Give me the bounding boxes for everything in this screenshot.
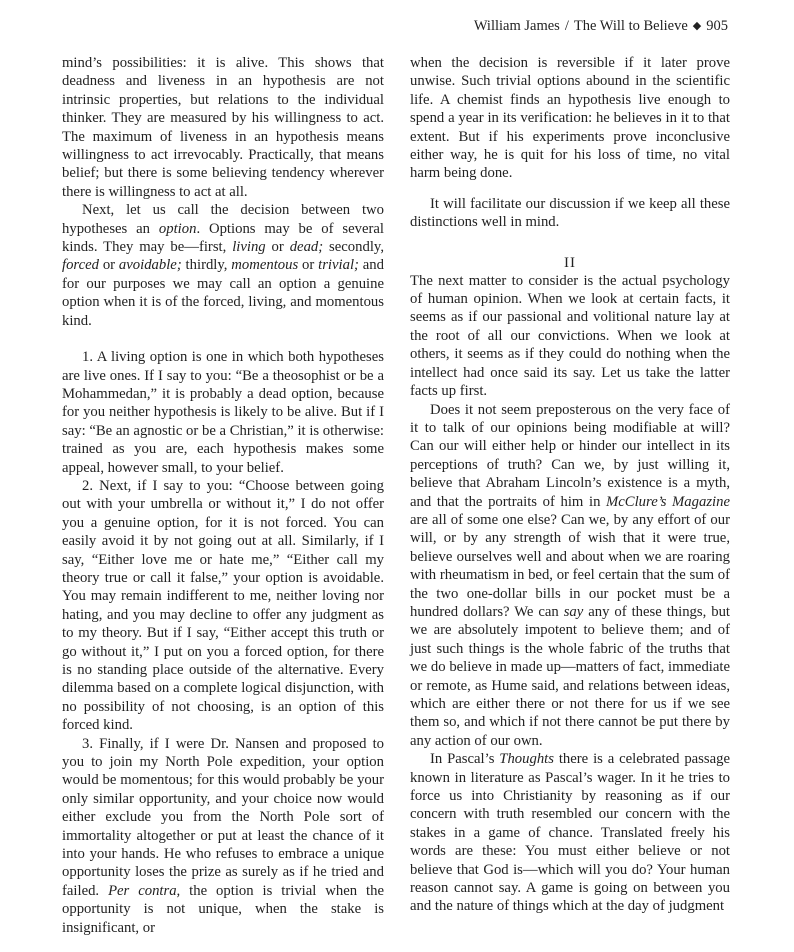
paragraph-momentous-option: 3. Finally, if I were Dr. Nansen and proposed to you to join my North Pole expedition, your option would be momentous; for this would probably be your only similar opportunity, and your choice now would either exclude you from the North Pole sort of immortality altogether or put at least the chance of it into your hands. He who refuses to embrace a unique opportunity loses the prize as surely as if he tried and failed. Per contra, the option is trivial when the opportunity is not unique, when the stake is insignificant, or <box>62 735 384 936</box>
paragraph-liveness: mind’s possibilities: it is alive. This shows that deadness and liveness in an hypothesis are not intrinsic properties, but relations to the individual thinker. They are measured by his willingness to act. The maximum of liveness in an hypothesis means willingness to act irrevocably. Practically, that means belief; but there is some believing tendency wherever there is willingness to act at all. <box>62 55 384 200</box>
section-heading: II <box>564 254 576 271</box>
paragraph-psychology: The next matter to consider is the actual psychology of human opinion. When we look at certain facts, it seems as if our passional and volitional nature lay at the root of all our convictions. When we look at others, it seems as if they could do nothing when the intellect had once said its say. Let us take the latter facts up first. <box>410 272 730 400</box>
paragraph-pascal: In Pascal’s Thoughts there is a celebrated passage known in literature as Pascal’s wager. In it he tries to force us into Christianity by reasoning as if our concern with truth resembled our concern with the stakes in a game of chance. Translated freely his words are these: You must either believe or not believe that God is—which will you do? Your human reason cannot say. A game is going on between you and the nature of things which at the day of judgment <box>410 751 730 915</box>
diamond-ornament-icon: ◆ <box>692 20 702 32</box>
page-number: 905 <box>706 18 728 34</box>
paragraph-will: Does it not seem preposterous on the very face of it to talk of our opinions being modifiable at will? Can our will either help or hinder our intellect in its perceptions of truth? Can we, by just willing it, believe that Abraham Lincoln’s existence is a myth, and that the portraits of him in McClure’s Magazine are all of some one else? Can we, by any effort of our will, or by any strength of wish that it were true, believe ourselves well and about when we are roaring with rheumatism in bed, or feel certain that the sum of the two one-dollar bills in our pocket must be a hundred dollars? We can say any of these things, but we are absolutely impotent to believe them; and of just such things is the whole fabric of the truths that we do believe in made up—matters of fact, immediate or remote, as Hume said, and relations between ideas, which are either there or not there for us if we see them so, and which if not there cannot be put there by any action of our own. <box>410 401 730 749</box>
header-separator: / <box>564 18 569 34</box>
left-column <box>62 54 384 937</box>
paragraph-trivial-option: when the decision is reversible if it later prove unwise. Such trivial options abound in the scientific life. A chemist finds an hypothesis live enough to spend a year in its verification: he believes in it to that extent. But if his experiments prove inconclusive either way, he is quit for his loss of time, no vital harm being done. <box>410 55 730 182</box>
right-column <box>410 54 730 916</box>
header-author: William James <box>473 18 560 34</box>
header-title: The Will to Believe <box>573 18 688 34</box>
paragraph-living-option: 1. A living option is one in which both hypotheses are live ones. If I say to you: “Be a theosophist or be a Mohammedan,” it is probably a dead option, because for you neither hypothesis is likely to be alive. But if I say: “Be an agnostic or be a Christian,” it is otherwise: trained as you are, each hypothesis makes some appeal, however small, to your belief. <box>62 349 384 476</box>
paragraph-forced-option: 2. Next, if I say to you: “Choose between going out with your umbrella or without it,” I do not offer you a genuine option, for it is not forced. You can easily avoid it by not going out at all. Similarly, if I say, “Either love me or hate me,” “Either call my theory true or call it false,” your option is avoidable. You may remain indifferent to me, neither loving nor hating, and you may decline to offer any judgment as to my theory. But if I say, “Either accept this truth or go without it,” I put on you a forced option, for there is no standing place outside of the alternative. Every dilemma based on a complete logical disjunction, with no possibility of not choosing, is an option of this forced kind. <box>62 477 384 734</box>
paragraph-options: Next, let us call the decision between two hypotheses an option. Options may be of several kinds. They may be—first, living or dead; secondly, forced or avoidable; thirdly, momentous or trivial; and for our purposes we may call an option a genuine option when it is of the forced, living, and momentous kind. <box>62 202 384 329</box>
paragraph-distinctions: It will facilitate our discussion if we keep all these distinctions well in mind. <box>410 195 730 231</box>
running-header <box>474 17 728 35</box>
